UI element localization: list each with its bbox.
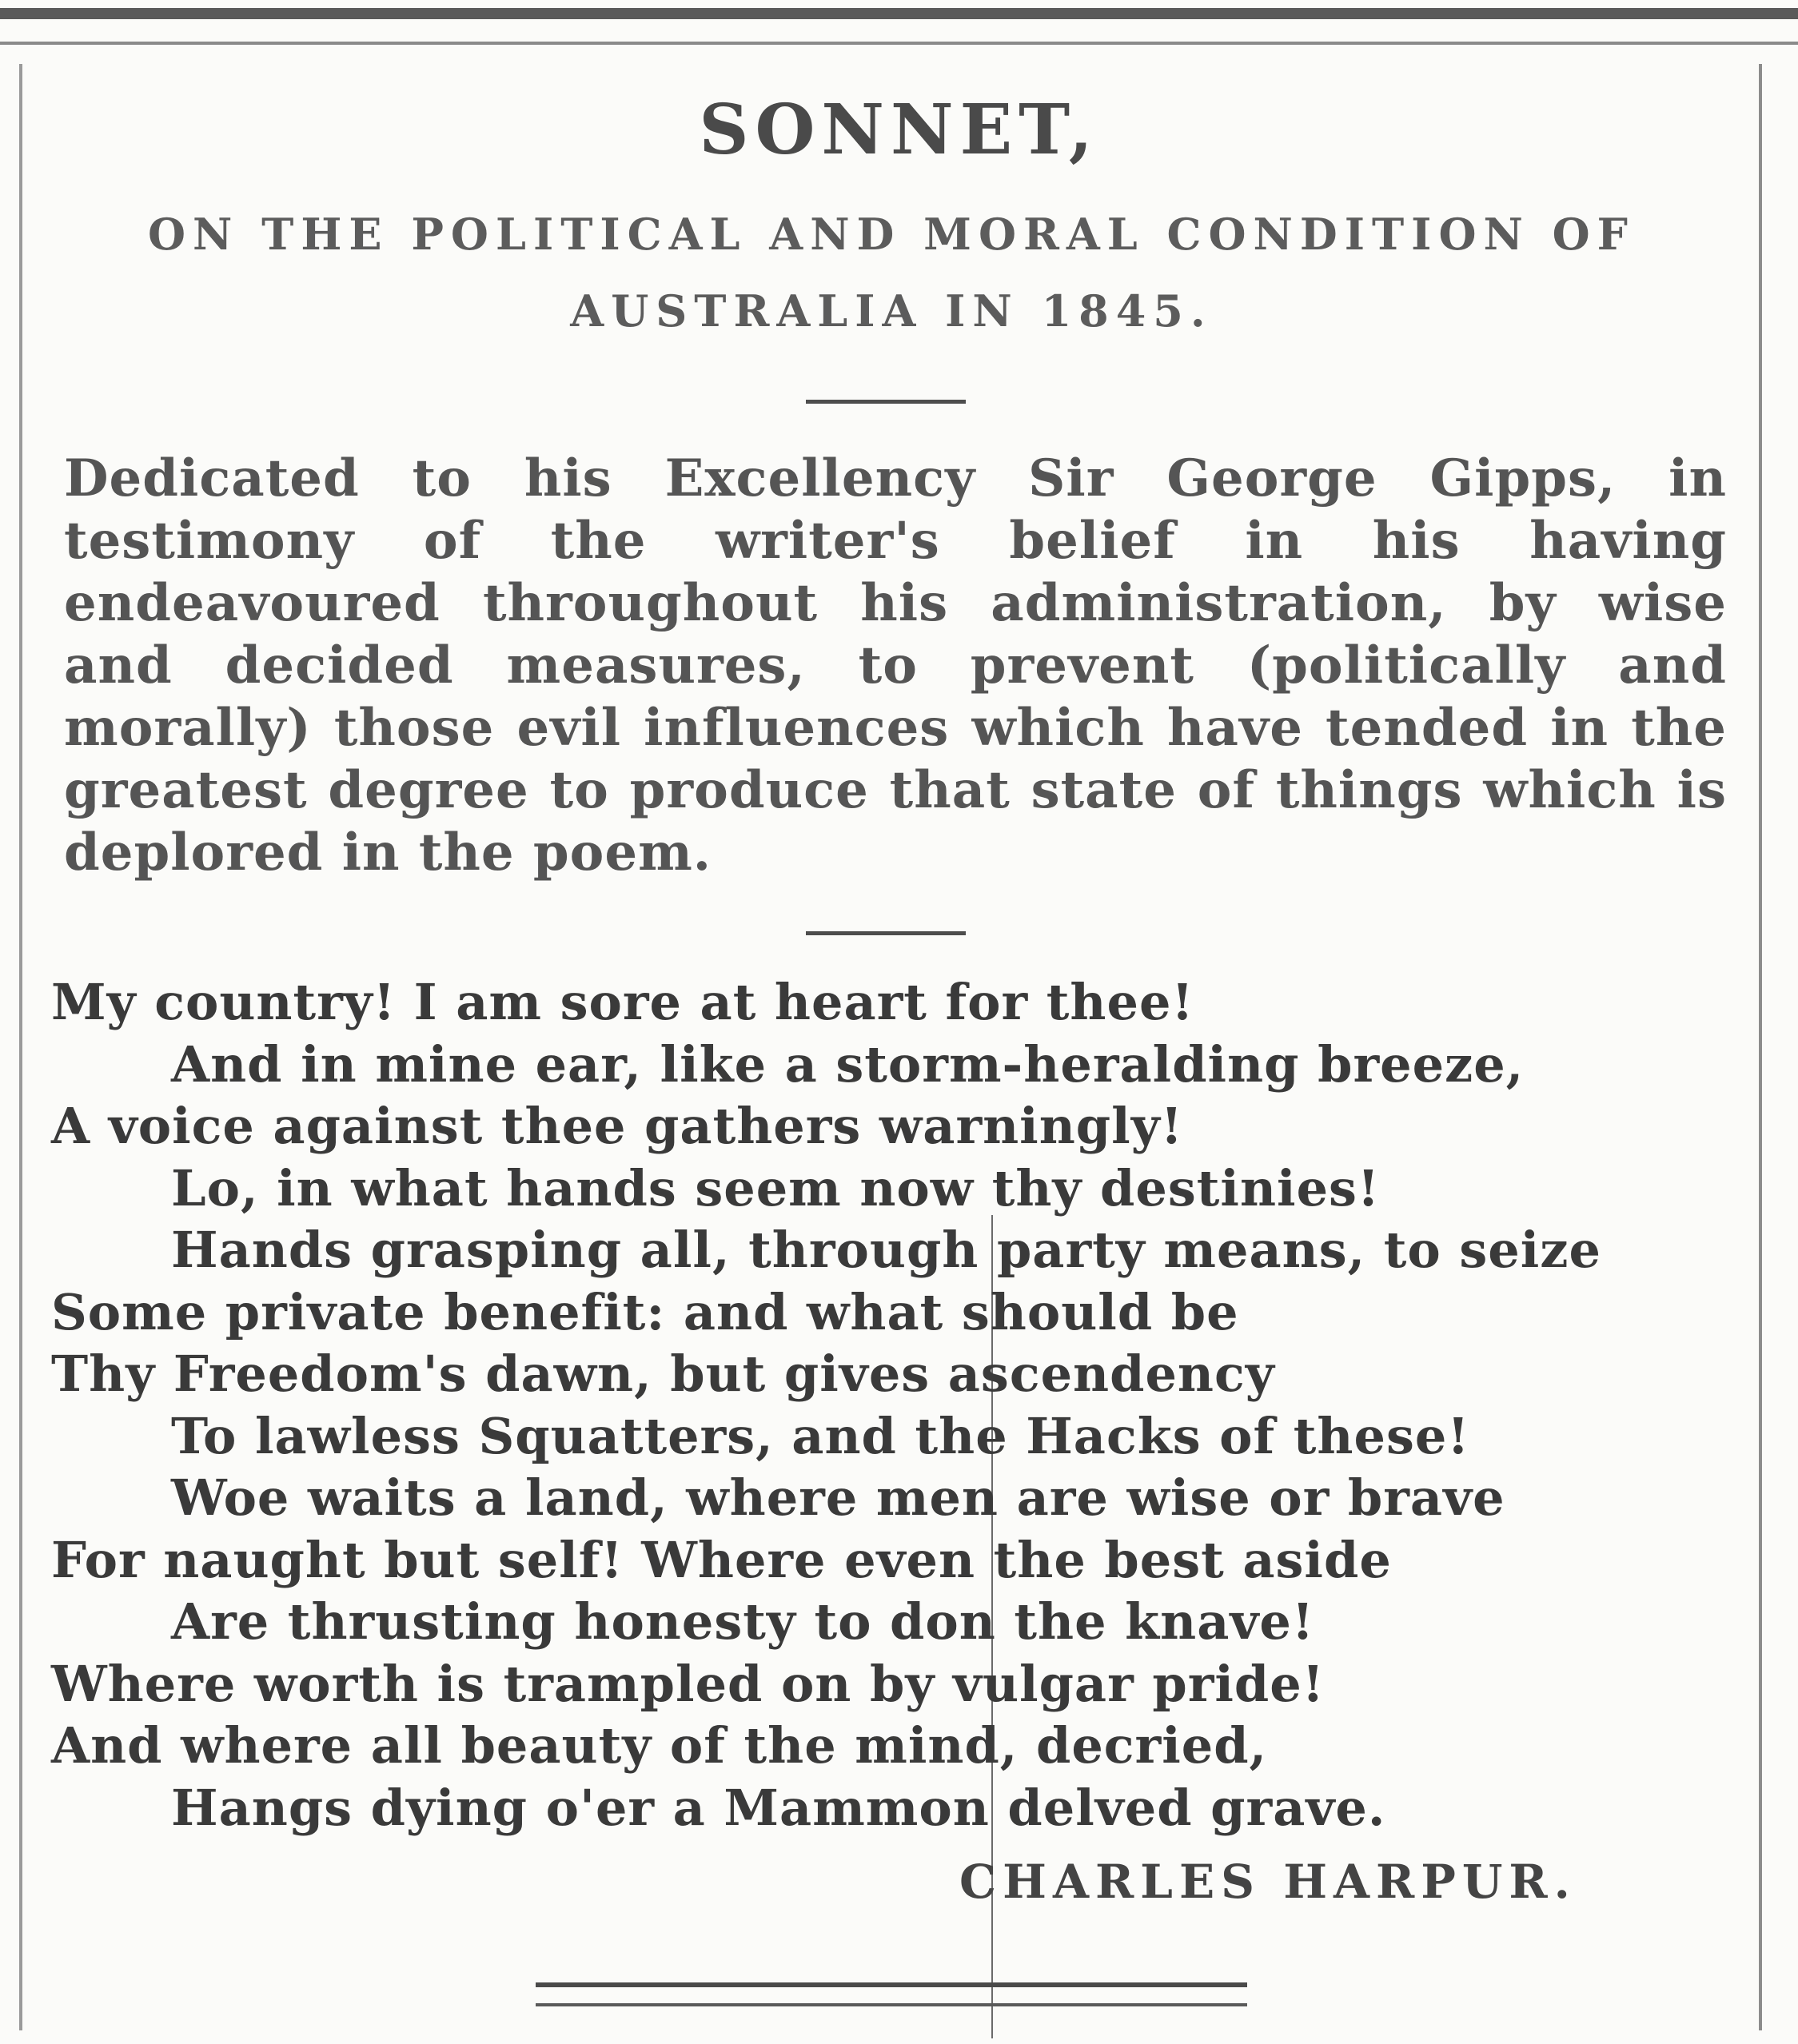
subtitle-line-1: ON THE POLITICAL AND MORAL CONDITION OF	[147, 209, 1636, 260]
poem-line: To lawless Squatters, and the Hacks of these!	[171, 1406, 1470, 1465]
poem-line: Thy Freedom's dawn, but gives ascendency	[51, 1345, 1275, 1403]
bottom-double-rule-lower	[536, 2003, 1247, 2006]
sonnet-title: SONNET,	[699, 90, 1099, 170]
poem-line: A voice against thee gathers warningly!	[51, 1097, 1183, 1155]
poem-line: My country! I am sore at heart for thee!	[51, 973, 1194, 1031]
poem-line: And where all beauty of the mind, decried,	[51, 1716, 1268, 1775]
sonnet-subtitle	[48, 196, 1735, 349]
left-column-rule	[19, 64, 22, 2030]
poem-line: Are thrusting honesty to don the knave!	[171, 1592, 1315, 1651]
poem-line: Woe waits a land, where men are wise or brave	[171, 1468, 1505, 1527]
divider-rule-2	[806, 931, 966, 935]
poem-line: Hands grasping all, through party means, to seize	[171, 1221, 1601, 1279]
author-signature: CHARLES HARPUR.	[959, 1855, 1577, 1909]
poem-line: Lo, in what hands seem now thy destinies!	[171, 1158, 1381, 1217]
poem-line: Where worth is trampled on by vulgar pride!	[51, 1654, 1325, 1713]
divider-rule-1	[806, 400, 966, 404]
dedication-paragraph: Dedicated to his Excellency Sir George Gipps, in testimony of the writer's belief in his having endeavoured throughout his administration, by wise and decided measures, to prevent (politically and morally) those evil influences which have tended in the greatest degree to produce that state of things which is deplored in the poem.	[64, 448, 1727, 883]
bottom-double-rule-upper	[536, 1982, 1247, 1987]
poem-line: And in mine ear, like a storm-heralding breeze,	[171, 1034, 1525, 1094]
top-heavy-rule	[0, 8, 1798, 19]
top-thin-rule	[0, 42, 1798, 45]
right-column-rule	[1759, 64, 1762, 2030]
poem-line: Some private benefit: and what should be	[51, 1282, 1239, 1341]
subtitle-line-2: AUSTRALIA IN 1845.	[570, 285, 1213, 337]
poem-body	[51, 971, 1730, 1839]
poem-line: Hangs dying o'er a Mammon delved grave.	[171, 1778, 1386, 1837]
poem-line: For naught but self! Where even the best aside	[51, 1530, 1392, 1589]
